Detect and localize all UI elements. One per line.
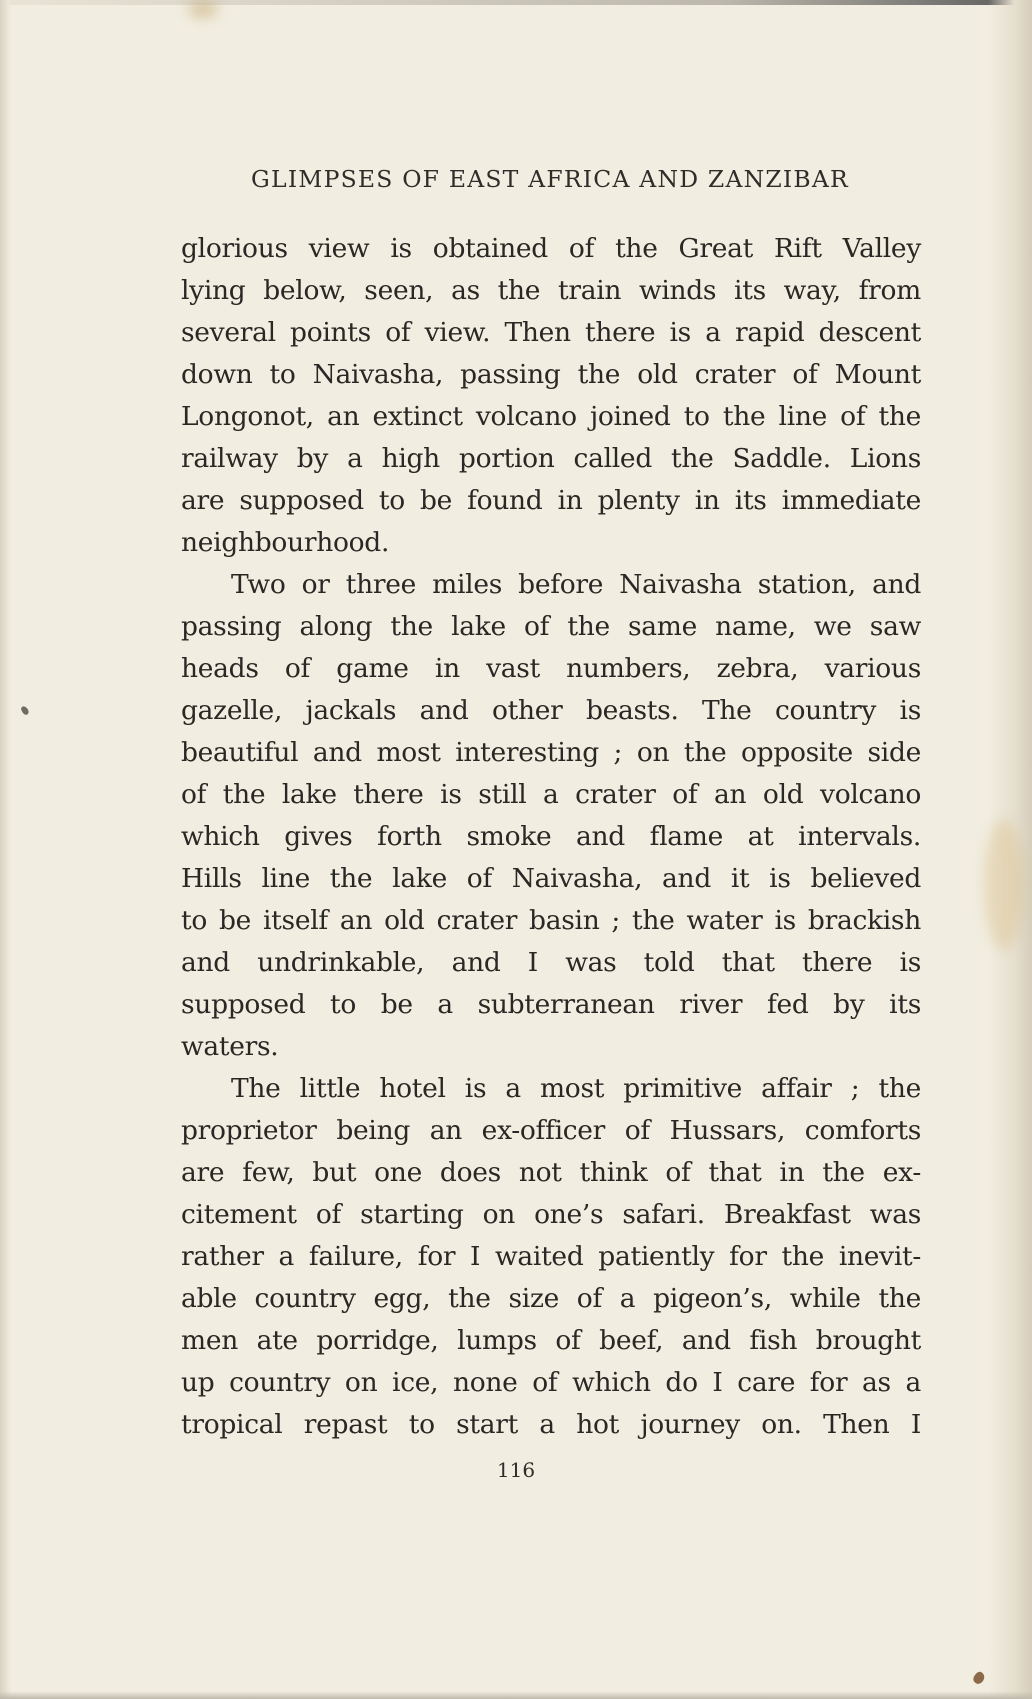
body-text xyxy=(181,228,921,1446)
text-line: Hills line the lake of Naivasha, and it is believed xyxy=(181,863,921,894)
paragraph xyxy=(181,228,921,564)
text-line: rather a failure, for I waited patiently for the inevit- xyxy=(181,1241,921,1272)
text-line: heads of game in vast numbers, zebra, various xyxy=(181,653,921,684)
text-line: Two or three miles before Naivasha station, and xyxy=(231,569,921,600)
page-edge-top xyxy=(0,0,1032,5)
running-head: GLIMPSES OF EAST AFRICA AND ZANZIBAR xyxy=(251,165,849,193)
paragraph xyxy=(181,1068,921,1446)
text-line: The little hotel is a most primitive affair ; the xyxy=(231,1073,921,1104)
text-line: gazelle, jackals and other beasts. The country is xyxy=(181,695,921,726)
text-line: up country on ice, none of which do I care for as a xyxy=(181,1367,921,1398)
text-line: men ate porridge, lumps of beef, and fish brought xyxy=(181,1325,921,1356)
text-line: of the lake there is still a crater of an old volcano xyxy=(181,779,921,810)
page-number: 116 xyxy=(496,1458,536,1482)
paper-speck xyxy=(20,705,30,716)
text-line: and undrinkable, and I was told that there is xyxy=(181,947,921,978)
paragraph xyxy=(181,564,921,1068)
text-line: tropical repast to start a hot journey on. Then I xyxy=(181,1409,921,1440)
text-line: Longonot, an extinct volcano joined to the line of the xyxy=(181,401,921,432)
paper-stain xyxy=(188,0,218,18)
text-line: beautiful and most interesting ; on the opposite side xyxy=(181,737,921,768)
text-line: are few, but one does not think of that in the ex- xyxy=(181,1157,921,1188)
text-line: neighbourhood. xyxy=(181,527,390,558)
text-line: passing along the lake of the same name, we saw xyxy=(181,611,921,642)
text-line: several points of view. Then there is a rapid descent xyxy=(181,317,921,348)
text-line: able country egg, the size of a pigeon’s, while the xyxy=(181,1283,921,1314)
page-edge-left xyxy=(0,0,12,1699)
text-line: which gives forth smoke and flame at intervals. xyxy=(181,821,921,852)
text-line: proprietor being an ex-officer of Hussars, comforts xyxy=(181,1115,921,1146)
text-line: supposed to be a subterranean river fed by its xyxy=(181,989,921,1020)
text-line: waters. xyxy=(181,1031,279,1062)
text-line: glorious view is obtained of the Great Rift Valley xyxy=(181,233,921,264)
text-line: railway by a high portion called the Saddle. Lions xyxy=(181,443,921,474)
paper-speck xyxy=(971,1670,986,1686)
text-line: down to Naivasha, passing the old crater of Mount xyxy=(181,359,921,390)
text-line: are supposed to be found in plenty in its immediate xyxy=(181,485,921,516)
page-edge-bottom xyxy=(0,1691,1032,1699)
text-line: lying below, seen, as the train winds its way, from xyxy=(181,275,921,306)
paper-stain xyxy=(984,820,1024,950)
text-line: citement of starting on one’s safari. Breakfast was xyxy=(181,1199,921,1230)
text-line: to be itself an old crater basin ; the water is brackish xyxy=(181,905,921,936)
